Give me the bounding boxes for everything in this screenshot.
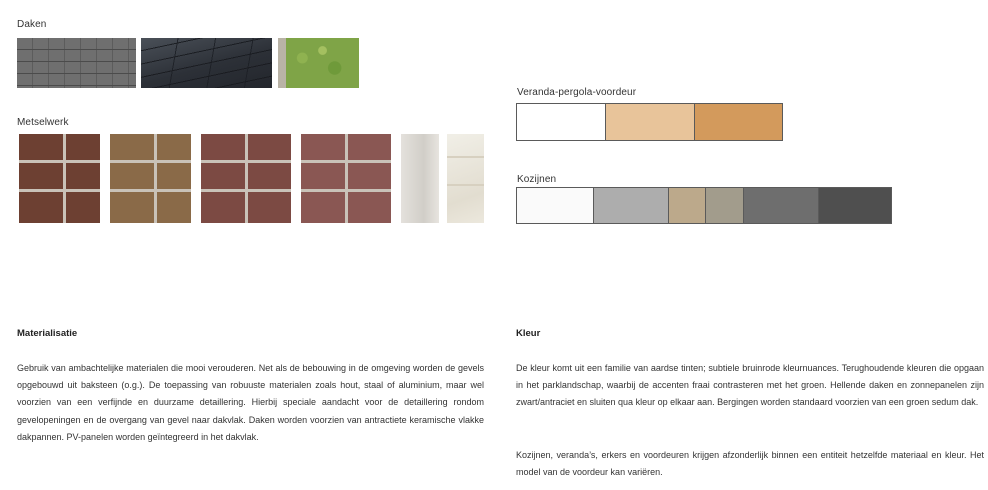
- kozijnen-swatch-3: [668, 188, 705, 223]
- materialisatie-heading: Materialisatie: [17, 328, 78, 339]
- kozijnen-swatch-4: [705, 188, 743, 223]
- brick-sample-5: [401, 134, 439, 223]
- roof-tiles-sample: [17, 38, 136, 88]
- sedum-roof-sample: [278, 38, 359, 88]
- veranda-swatch-light-wood: [605, 104, 694, 140]
- materialisatie-paragraph: Gebruik van ambachtelijke materialen die mooi verouderen. Net als de bebouwing in de omgeving worden de gevels opgebouwd uit baksteen (o.g.). De toepassing van robuuste materialen zoals hout, staal of aluminium, maar wel voorzien van een verfijnde en duurzame detaillering. Hierbij speciale aandacht voor de detaillering rondom gevelopeningen en de overgang van gevel naar dakvlak. Daken worden voorzien van antractiete keramische vlakke dakpannen. PV-panelen worden geïntegreerd in het dakvlak.: [17, 363, 484, 442]
- metselwerk-label: Metselwerk: [17, 117, 69, 128]
- veranda-swatch-white: [517, 104, 605, 140]
- kozijnen-swatch-1: [517, 188, 593, 223]
- kozijnen-swatches: [516, 187, 892, 224]
- brick-sample-3: [201, 134, 291, 223]
- kozijnen-label: Kozijnen: [517, 174, 557, 185]
- brick-sample-6: [447, 134, 484, 223]
- veranda-swatch-warm-wood: [694, 104, 782, 140]
- solar-panel-roof-sample: [141, 38, 272, 88]
- brick-sample-4: [301, 134, 391, 223]
- daken-label: Daken: [17, 19, 47, 30]
- kozijnen-swatch-2: [593, 188, 668, 223]
- kleur-heading: Kleur: [516, 328, 541, 339]
- brick-sample-1: [19, 134, 100, 223]
- veranda-swatches: [516, 103, 783, 141]
- brick-sample-2: [110, 134, 191, 223]
- kozijnen-swatch-5: [743, 188, 818, 223]
- kozijnen-swatch-6: [818, 188, 891, 223]
- kleur-paragraph-1: De kleur komt uit een familie van aardse tinten; subtiele bruinrode kleurnuances. Terughoudende kleuren die opgaan in het parklandschap, waarbij de accenten fraai contrasteren met het groen. Hellende daken en zonnepanelen zijn zwart/antraciet en sluiten qua kleur op elkaar aan. Bergingen worden standaard voorzien van een groen sedum dak.: [516, 363, 984, 408]
- veranda-label: Veranda-pergola-voordeur: [517, 87, 637, 98]
- kleur-paragraph-2: Kozijnen, veranda’s, erkers en voordeuren krijgen afzonderlijk binnen een entiteit hetzelfde materiaal en kleur. Het model van de voordeur kan variëren.: [516, 450, 984, 478]
